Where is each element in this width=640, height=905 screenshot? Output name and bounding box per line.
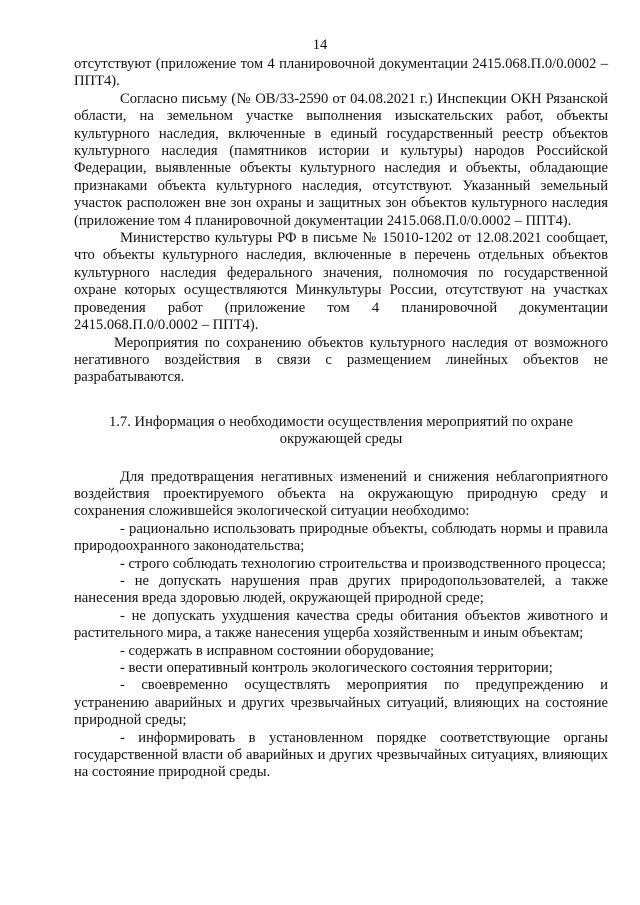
- list-item: - не допускать нарушения прав других природопользователей, а также нанесения вреда здоровью людей, окружающей природной среде;: [74, 572, 608, 607]
- list-item: - содержать в исправном состоянии оборудование;: [120, 642, 435, 659]
- section-heading: 1.7. Информация о необходимости осуществления мероприятий по охране окружающей среды: [108, 413, 573, 448]
- list-item: - не допускать ухудшения качества среды обитания объектов животного и растительного мира, а также нанесения ущерба хозяйственным и иным объектам;: [74, 607, 608, 642]
- paragraph: Согласно письму (№ ОВ/33-2590 от 04.08.2021 г.) Инспекции ОКН Рязанской области, на земельном участке выполнения изыскательских работ, объекты культурного наследия, включенные в единый государственный реестр объектов культурного наследия (памятников истории и культуры) народов Российской Федерации, выявленные объекты культурного наследия и объекты, обладающие признаками объекта культурного наследия, отсутствуют. Указанный земельный участок расположен вне зон охраны и защитных зон объектов культурного наследия (приложение том 4 планировочной документации 2415.068.П.0/0.0002 – ППТ4).: [74, 90, 608, 229]
- paragraph: Министерство культуры РФ в письме № 15010-1202 от 12.08.2021 сообщает, что объекты культурного наследия, включенные в перечень отдельных объектов культурного наследия федерального значения, полномочия по государственной охране которых осуществляются Минкультуры России, отсутствуют на участках проведения работ (приложение том 4 планировочной документации 2415.068.П.0/0.0002 – ППТ4).: [74, 230, 608, 334]
- list-item: - рационально использовать природные объекты, соблюдать нормы и правила природоохранного законодательства;: [74, 520, 608, 555]
- paragraph: Мероприятия по сохранению объектов культурного наследия от возможного негативного воздействия в связи с размещением линейных объектов не разрабатываются.: [74, 334, 608, 386]
- list-item: - вести оперативный контроль экологического состояния территории;: [120, 660, 553, 676]
- list-item: - своевременно осуществлять мероприятия по предупреждению и устранению аварийных и других чрезвычайных ситуаций, влияющих на состояние природной среды;: [74, 677, 608, 729]
- page-number: 14: [312, 37, 328, 53]
- paragraph: отсутствуют (приложение том 4 планировочной документации 2415.068.П.0/0.0002 – ППТ4).: [74, 56, 608, 90]
- list-item: - строго соблюдать технологию строительства и производственного процесса;: [120, 555, 606, 572]
- page-body: [74, 56, 608, 782]
- list-item: - информировать в установленном порядке соответствующие органы государственной власти об аварийных и других чрезвычайных ситуациях, влияющих на состояние природной среды.: [74, 729, 608, 781]
- intro-paragraph: Для предотвращения негативных изменений и снижения неблагоприятного воздействия проектируемого объекта на окружающую природную среду и сохранения сложившейся экологической ситуации необходимо:: [74, 468, 608, 520]
